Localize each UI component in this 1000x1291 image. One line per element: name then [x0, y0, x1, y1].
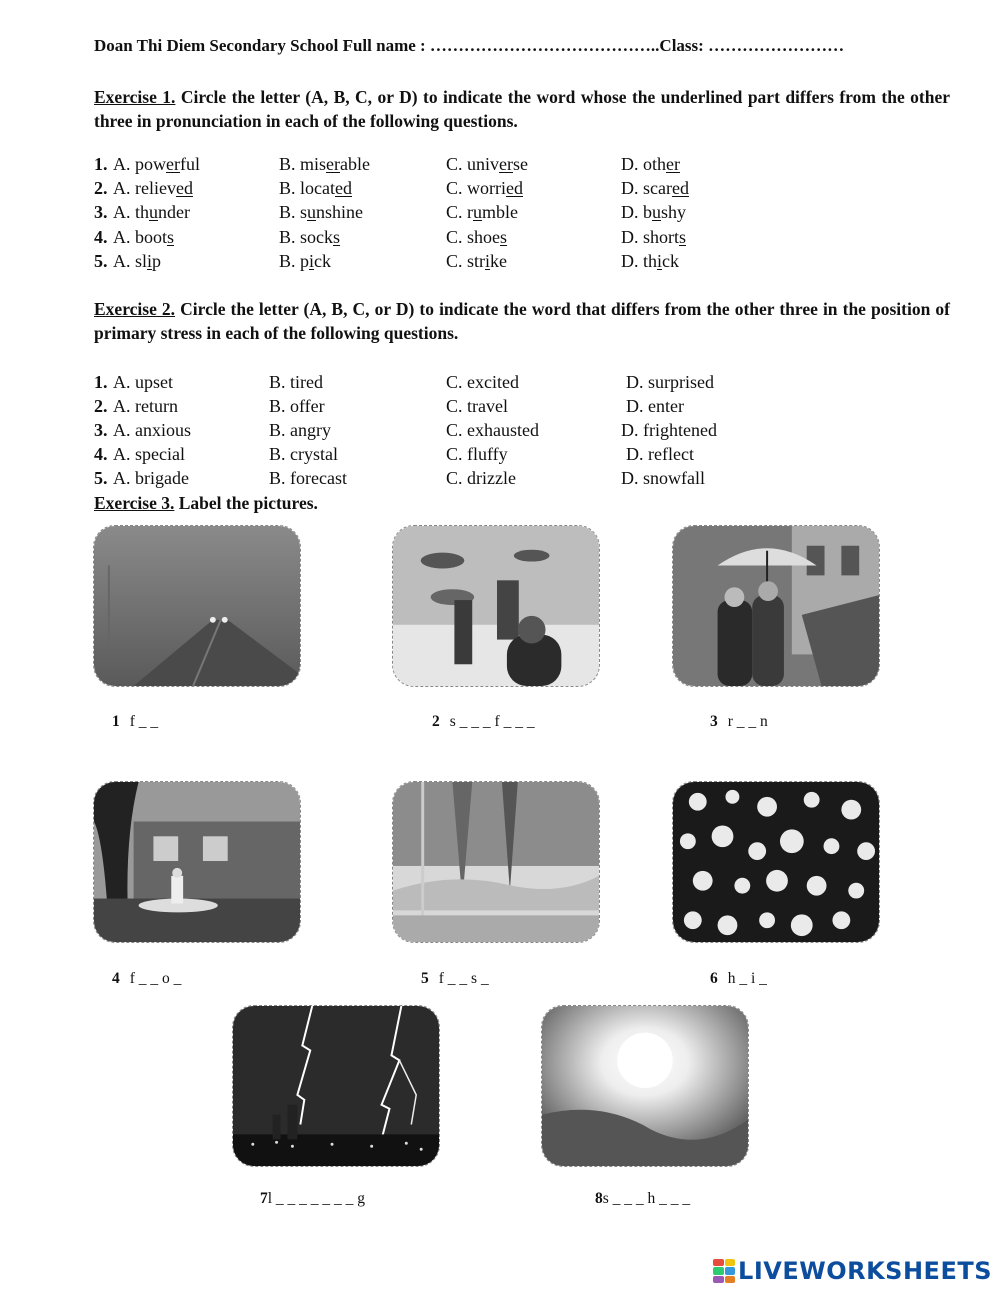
brand-name: LIVEWORKSHEETS	[738, 1257, 992, 1285]
liveworksheets-logo	[713, 1258, 992, 1284]
option-underlined-part: s	[333, 227, 341, 247]
option-underlined-part: i	[657, 251, 663, 271]
option-a[interactable]	[113, 176, 193, 200]
option-c[interactable]	[446, 249, 507, 273]
answer-hint: r _ _ n	[727, 713, 768, 730]
option-underlined-part: ed	[671, 178, 689, 198]
exercise-1-title	[94, 85, 950, 133]
lightning-picture	[232, 1005, 440, 1167]
option-b[interactable]	[279, 200, 363, 224]
answer-hint: l _ _ _ _ _ _ _ g	[267, 1190, 366, 1207]
option-b[interactable]: B. tired	[269, 372, 323, 392]
question-number: 4.	[94, 444, 108, 464]
question-number: 3.	[94, 420, 108, 440]
option-d[interactable]	[621, 249, 679, 273]
frost-picture	[392, 781, 600, 943]
option-text: B. s	[279, 202, 308, 222]
option-d[interactable]: D. snowfall	[621, 468, 705, 488]
option-b[interactable]	[279, 176, 352, 200]
picture-number: 1	[112, 713, 120, 730]
option-underlined-part: ed	[175, 178, 193, 198]
option-text: B. sock	[279, 227, 333, 247]
option-d[interactable]	[621, 176, 689, 200]
option-d[interactable]: D. enter	[626, 396, 684, 416]
option-text: B. mis	[279, 154, 327, 174]
option-underlined-part: i	[485, 251, 491, 271]
option-underlined-part: u	[473, 202, 482, 222]
exercise-2-label: Exercise 2.	[94, 299, 176, 319]
option-text: C. r	[446, 202, 473, 222]
option-c[interactable]	[446, 200, 518, 224]
option-text: A. sl	[113, 251, 148, 271]
option-text: D. b	[621, 202, 652, 222]
option-underlined-part: u	[307, 202, 317, 222]
exercise-3-label: Exercise 3.	[94, 493, 175, 513]
option-d[interactable]: D. frightened	[621, 420, 717, 440]
logo-icon	[713, 1259, 735, 1283]
picture-label-6[interactable]	[710, 970, 767, 988]
snowfall-picture	[392, 525, 600, 687]
option-a[interactable]: A. return	[113, 396, 178, 416]
exercise-2-title	[94, 297, 950, 345]
option-text: A. th	[113, 202, 149, 222]
option-text: ke	[490, 251, 508, 271]
question-number: 2.	[94, 396, 108, 416]
option-text: ck	[314, 251, 332, 271]
option-underlined-part: er	[666, 154, 680, 174]
picture-number: 8	[595, 1190, 603, 1207]
option-underlined-part: er	[499, 154, 513, 174]
option-c[interactable]: C. fluffy	[446, 444, 508, 464]
option-text: C. worri	[446, 178, 506, 198]
option-b[interactable]: B. offer	[269, 396, 325, 416]
option-underlined-part: u	[652, 202, 661, 222]
option-text: D. short	[621, 227, 679, 247]
option-text: shy	[661, 202, 687, 222]
answer-hint: s _ _ _ h _ _ _	[602, 1190, 691, 1207]
option-d[interactable]	[621, 200, 686, 224]
rain-picture	[672, 525, 880, 687]
option-a[interactable]: A. brigade	[113, 468, 189, 488]
option-d[interactable]	[621, 225, 686, 249]
option-text: A. boot	[113, 227, 167, 247]
flood-picture	[93, 781, 301, 943]
option-text: nshine	[316, 202, 364, 222]
option-text: B. locat	[279, 178, 335, 198]
option-b[interactable]: B. crystal	[269, 444, 338, 464]
question-number: 4.	[94, 227, 108, 247]
question-number: 5.	[94, 251, 108, 271]
worksheet-header: Doan Thi Diem Secondary School Full name : …………………………………..Class: ……………………	[94, 36, 845, 55]
option-a[interactable]	[113, 249, 161, 273]
option-c[interactable]: C. travel	[446, 396, 508, 416]
option-underlined-part: ed	[335, 178, 352, 198]
question-number: 1.	[94, 154, 108, 174]
option-underlined-part: ed	[506, 178, 523, 198]
option-underlined-part: i	[147, 251, 153, 271]
option-text: se	[513, 154, 528, 174]
picture-number: 2	[432, 713, 440, 730]
picture-number: 4	[112, 970, 120, 987]
question-number: 2.	[94, 178, 108, 198]
option-underlined-part: er	[166, 154, 180, 174]
option-c[interactable]: C. drizzle	[446, 468, 516, 488]
option-a[interactable]: A. special	[113, 444, 185, 464]
question-number: 5.	[94, 468, 108, 488]
option-underlined-part: u	[149, 202, 158, 222]
answer-hint: s _ _ _ f _ _ _	[449, 713, 535, 730]
option-text: mble	[482, 202, 518, 222]
fog-picture	[93, 525, 301, 687]
question-number: 1.	[94, 372, 108, 392]
sunshine-picture	[541, 1005, 749, 1167]
picture-number: 3	[710, 713, 718, 730]
picture-label-5[interactable]	[421, 970, 489, 988]
picture-label-8[interactable]	[595, 1190, 690, 1208]
option-c[interactable]	[446, 225, 507, 249]
option-underlined-part: s	[167, 227, 175, 247]
option-text: p	[152, 251, 162, 271]
option-underlined-part: i	[309, 251, 315, 271]
option-text: D. th	[621, 251, 657, 271]
option-a[interactable]	[113, 225, 174, 249]
option-b[interactable]: B. forecast	[269, 468, 347, 488]
option-d[interactable]: D. reflect	[626, 444, 694, 464]
picture-number: 7	[260, 1190, 268, 1207]
option-underlined-part: er	[326, 154, 340, 174]
option-text: nder	[158, 202, 190, 222]
picture-label-3[interactable]	[710, 713, 768, 731]
option-text: able	[340, 154, 370, 174]
exercise-1-label: Exercise 1.	[94, 87, 176, 107]
exercise-1-instruction: Circle the letter (A, B, C, or D) to indicate the word whose the underlined part differs from the other three in pronunciation in each of the following questions.	[94, 87, 950, 131]
option-b[interactable]	[279, 249, 331, 273]
option-text: ful	[179, 154, 200, 174]
option-underlined-part: s	[679, 227, 687, 247]
option-text: A. pow	[113, 154, 166, 174]
option-a[interactable]	[113, 152, 200, 176]
picture-label-4[interactable]	[112, 970, 181, 988]
option-c[interactable]: C. exhausted	[446, 420, 539, 440]
option-b[interactable]	[279, 152, 370, 176]
option-underlined-part: s	[500, 227, 508, 247]
option-text: A. reliev	[113, 178, 176, 198]
option-text: C. univ	[446, 154, 500, 174]
option-b[interactable]: B. angry	[269, 420, 331, 440]
picture-number: 6	[710, 970, 718, 987]
picture-label-1[interactable]	[112, 713, 158, 731]
option-text: D. scar	[621, 178, 672, 198]
question-number: 3.	[94, 202, 108, 222]
option-text: C. str	[446, 251, 486, 271]
answer-hint: h _ i _	[727, 970, 767, 987]
option-text: ck	[662, 251, 680, 271]
hail-picture	[672, 781, 880, 943]
option-c[interactable]: C. excited	[446, 372, 519, 392]
option-a[interactable]	[113, 200, 190, 224]
option-text: D. oth	[621, 154, 666, 174]
option-a[interactable]: A. anxious	[113, 420, 191, 440]
option-a[interactable]: A. upset	[113, 372, 173, 392]
option-text: B. p	[279, 251, 310, 271]
option-c[interactable]	[446, 176, 523, 200]
exercise-2-instruction: Circle the letter (A, B, C, or D) to indicate the word that differs from the other three in the position of primary stress in each of the following questions.	[94, 299, 950, 343]
exercise-3-title	[94, 491, 950, 515]
picture-label-7[interactable]	[260, 1190, 365, 1208]
option-c[interactable]	[446, 152, 528, 176]
answer-hint: f _ _ s _	[438, 970, 489, 987]
exercise-3-instruction: Label the pictures.	[174, 493, 318, 513]
answer-hint: f _ _ o _	[129, 970, 182, 987]
picture-label-2[interactable]	[432, 713, 535, 731]
option-b[interactable]	[279, 225, 340, 249]
option-d[interactable]	[621, 152, 680, 176]
picture-number: 5	[421, 970, 429, 987]
option-d[interactable]: D. surprised	[626, 372, 714, 392]
option-text: C. shoe	[446, 227, 500, 247]
answer-hint: f _ _	[129, 713, 159, 730]
